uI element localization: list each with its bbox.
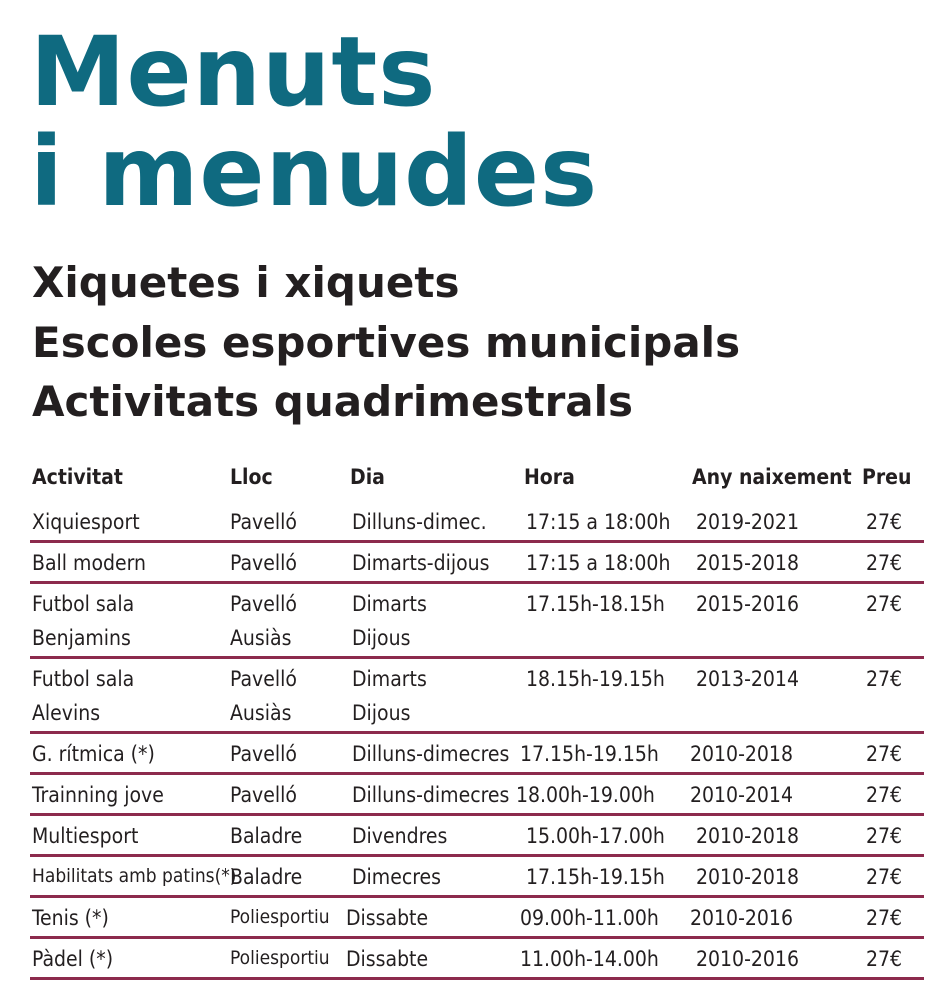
cell-any: 2019-2021 — [696, 510, 799, 534]
cell-lloc: Baladre — [230, 865, 303, 889]
table-row — [30, 734, 924, 775]
cell-dia: Dimarts — [352, 592, 427, 616]
cell-hora: 17:15 a 18:00h — [526, 551, 671, 575]
cell-dia-line-2: Dijous — [352, 626, 411, 650]
cell-lloc-line-2: Ausiàs — [230, 626, 292, 650]
cell-hora: 18.00h-19.00h — [516, 783, 655, 807]
cell-preu: 27€ — [866, 783, 903, 807]
page-title-line-1: Menuts — [30, 16, 437, 128]
header-preu: Preu — [862, 465, 912, 489]
cell-preu: 27€ — [866, 510, 903, 534]
cell-activitat: Multiesport — [32, 824, 139, 848]
cell-preu: 27€ — [866, 947, 903, 971]
header-dia: Dia — [350, 465, 385, 489]
activities-table — [30, 458, 924, 980]
cell-any: 2010-2018 — [696, 865, 799, 889]
cell-activitat-line-2: Alevins — [32, 701, 101, 725]
table-row — [30, 939, 924, 980]
cell-lloc: Pavelló — [230, 783, 297, 807]
cell-any: 2015-2018 — [696, 551, 799, 575]
table-row — [30, 584, 924, 659]
cell-activitat: Futbol sala — [32, 592, 135, 616]
cell-activitat: Ball modern — [32, 551, 146, 575]
cell-any: 2010-2018 — [690, 742, 793, 766]
cell-lloc: Baladre — [230, 824, 303, 848]
cell-any: 2010-2016 — [690, 906, 793, 930]
cell-hora: 09.00h-11.00h — [520, 906, 659, 930]
cell-lloc: Pavelló — [230, 742, 297, 766]
cell-activitat: Xiquiesport — [32, 510, 140, 534]
cell-any: 2010-2018 — [696, 824, 799, 848]
cell-preu: 27€ — [866, 742, 903, 766]
header-activitat: Activitat — [32, 465, 123, 489]
header-any-naixement: Any naixement — [692, 465, 852, 489]
cell-any: 2013-2014 — [696, 667, 799, 691]
cell-dia: Dilluns-dimecres — [352, 742, 510, 766]
table-header-row — [30, 458, 924, 502]
cell-activitat: G. rítmica (*) — [32, 742, 155, 766]
cell-lloc: Pavelló — [230, 592, 297, 616]
cell-hora: 15.00h-17.00h — [526, 824, 665, 848]
page-title-line-2: i menudes — [30, 116, 599, 228]
cell-preu: 27€ — [866, 824, 903, 848]
table-row — [30, 502, 924, 543]
cell-dia: Dilluns-dimec. — [352, 510, 487, 534]
cell-lloc: Pavelló — [230, 510, 297, 534]
cell-activitat-line-2: Benjamins — [32, 626, 131, 650]
cell-preu: 27€ — [866, 551, 903, 575]
cell-hora: 18.15h-19.15h — [526, 667, 665, 691]
cell-hora: 11.00h-14.00h — [520, 947, 659, 971]
cell-lloc: Poliesportiu — [230, 906, 330, 928]
cell-preu: 27€ — [866, 865, 903, 889]
cell-dia: Dimecres — [352, 865, 441, 889]
cell-dia: Dissabte — [346, 947, 429, 971]
cell-dia: Dimarts-dijous — [352, 551, 490, 575]
cell-hora: 17.15h-19.15h — [520, 742, 659, 766]
table-row — [30, 775, 924, 816]
cell-preu: 27€ — [866, 667, 903, 691]
subtitle-activities: Activitats quadrimestrals — [32, 377, 634, 426]
cell-activitat: Pàdel (*) — [32, 947, 114, 971]
header-lloc: Lloc — [230, 465, 273, 489]
table-row — [30, 898, 924, 939]
cell-lloc: Pavelló — [230, 667, 297, 691]
table-row — [30, 816, 924, 857]
cell-any: 2010-2016 — [696, 947, 799, 971]
table-row — [30, 857, 924, 898]
cell-lloc: Pavelló — [230, 551, 297, 575]
cell-preu: 27€ — [866, 592, 903, 616]
cell-dia-line-2: Dijous — [352, 701, 411, 725]
cell-dia: Dilluns-dimecres — [352, 783, 510, 807]
header-hora: Hora — [524, 465, 575, 489]
cell-hora: 17.15h-19.15h — [526, 865, 665, 889]
cell-dia: Dimarts — [352, 667, 427, 691]
cell-activitat: Habilitats amb patins(*) — [32, 865, 237, 887]
cell-activitat: Tenis (*) — [32, 906, 109, 930]
cell-lloc-line-2: Ausiàs — [230, 701, 292, 725]
cell-hora: 17:15 a 18:00h — [526, 510, 671, 534]
table-row — [30, 659, 924, 734]
table-row — [30, 543, 924, 584]
subtitle-audience: Xiquetes i xiquets — [32, 258, 460, 307]
cell-activitat: Futbol sala — [32, 667, 135, 691]
cell-hora: 17.15h-18.15h — [526, 592, 665, 616]
cell-lloc: Poliesportiu — [230, 947, 330, 969]
cell-activitat: Trainning jove — [32, 783, 164, 807]
cell-any: 2010-2014 — [690, 783, 793, 807]
subtitle-schools: Escoles esportives municipals — [32, 318, 741, 367]
cell-dia: Dissabte — [346, 906, 429, 930]
cell-any: 2015-2016 — [696, 592, 799, 616]
cell-dia: Divendres — [352, 824, 448, 848]
cell-preu: 27€ — [866, 906, 903, 930]
